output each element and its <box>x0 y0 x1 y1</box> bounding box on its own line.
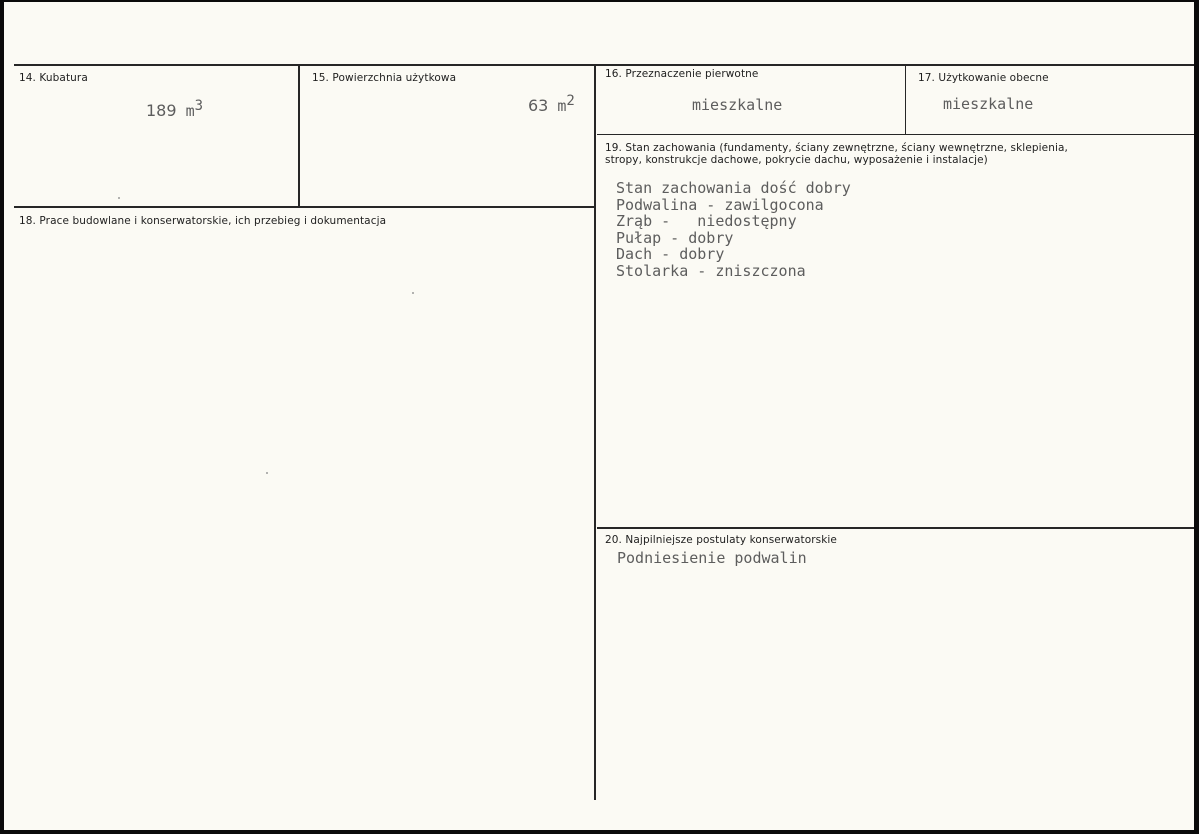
rule-under-17 <box>597 134 1194 135</box>
volume-exponent: 3 <box>194 98 204 114</box>
condition-line-3: Zrąb - niedostępny <box>616 212 797 230</box>
area-unit: m <box>557 97 567 115</box>
condition-line-4: Pułap - dobry <box>616 228 734 247</box>
paper-speck <box>118 197 120 199</box>
divider-main <box>594 64 596 800</box>
condition-line-2: Podwalina - zawilgocona <box>616 195 824 214</box>
condition-line-1: Stan zachowania dość dobry <box>616 179 851 197</box>
condition-line-5: Dach - dobry <box>616 245 725 263</box>
field-17-label: 17. Użytkowanie obecne <box>918 72 1049 84</box>
volume-number: 189 <box>146 101 177 120</box>
field-20-value: Podniesienie podwalin <box>617 549 807 567</box>
area-number: 63 <box>528 96 549 115</box>
divider-14-15 <box>298 64 300 207</box>
paper-speck <box>412 292 414 294</box>
field-15-value <box>528 93 575 116</box>
rule-above-20 <box>597 527 1194 529</box>
field-20-label: 20. Najpilniejsze postulaty konserwatorskie <box>605 534 837 546</box>
field-19-label: 19. Stan zachowania (fundamenty, ściany zewnętrzne, ściany wewnętrzne, sklepienia, stropy, konstrukcje dachowe, pokrycie dachu, wyposażenie i instalacje) <box>605 142 1068 166</box>
rule-under-14-15 <box>14 206 596 208</box>
field-16-value: mieszkalne <box>692 96 783 114</box>
field-17-value: mieszkalne <box>943 95 1034 113</box>
top-rule <box>14 64 1194 66</box>
field-15-label: 15. Powierzchnia użytkowa <box>312 72 457 84</box>
field-19-condition-list <box>616 180 851 279</box>
condition-line-6: Stolarka - zniszczona <box>616 261 806 280</box>
inventory-card <box>4 2 1194 830</box>
field-16-label: 16. Przeznaczenie pierwotne <box>605 68 759 80</box>
volume-unit: m <box>185 102 195 120</box>
area-exponent: 2 <box>566 93 575 109</box>
divider-16-17 <box>905 64 906 135</box>
paper-speck <box>266 472 268 474</box>
field-14-value <box>146 98 204 121</box>
field-14-label: 14. Kubatura <box>19 72 88 84</box>
field-18-label: 18. Prace budowlane i konserwatorskie, ich przebieg i dokumentacja <box>19 215 387 227</box>
